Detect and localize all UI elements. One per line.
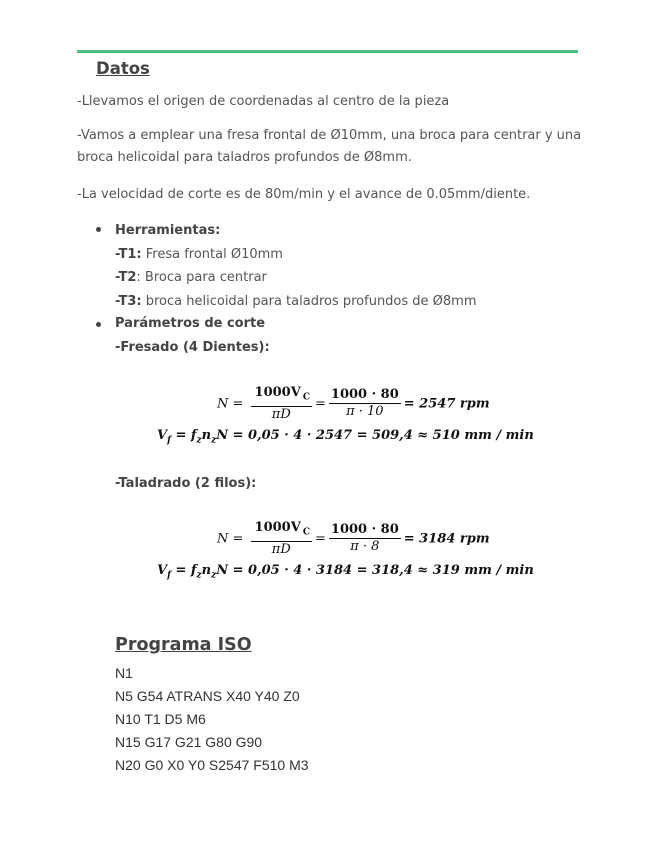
tool-item: -T1: Fresa frontal Ø10mm [115, 246, 283, 262]
code-line: N15 G17 G21 G80 G90 [115, 734, 263, 750]
cutting-heading: Parámetros de corte [115, 316, 266, 331]
section-title-iso: Programa ISO [115, 635, 252, 655]
section-title-datos: Datos [96, 59, 150, 78]
tool-item: -T3: broca helicoidal para taladros profundos de Ø8mm [115, 293, 477, 309]
code-line: N1 [115, 665, 133, 681]
iso-program-listing [115, 662, 309, 777]
tool-item: -T2: Broca para centrar [115, 270, 267, 285]
milling-label: -Fresado (4 Dientes): [115, 340, 270, 355]
drilling-rpm-equation: N = $\frac{1000V _C}{\pi D}$ = $\frac{1000 \cdot 80}{\pi \cdot 8}$ = 3184 rpm [217, 520, 490, 557]
bullet-icon [96, 227, 101, 232]
paragraph-tools-intro [77, 125, 581, 169]
milling-feed-equation: $V_f = f_zn_zN = 0,05 \cdot 4 \cdot 2547 = 509,4 \approx 510$ mm / min [157, 428, 534, 446]
header-rule [77, 50, 578, 53]
drilling-feed-equation: $V_f = f_zn_zN = 0,05 \cdot 4 \cdot 3184 = 318,4 \approx 319$ mm / min [157, 563, 534, 581]
milling-rpm-equation: N = $\frac{1000V _C}{\pi D}$ = $\frac{1000 \cdot 80}{\pi \cdot 10}$ = 2547 rpm [217, 385, 490, 422]
paragraph-origin: -Llevamos el origen de coordenadas al centro de la pieza [77, 94, 450, 109]
bullet-icon [96, 322, 101, 327]
paragraph-tools-line1: -Vamos a emplear una fresa frontal de Ø10mm, una broca para centrar y una [77, 128, 582, 143]
code-line: N5 G54 ATRANS X40 Y40 Z0 [115, 688, 300, 704]
paragraph-tools-line2: broca helicoidal para taladros profundos de Ø8mm. [77, 150, 412, 165]
tools-heading: Herramientas: [115, 223, 221, 238]
drilling-label: -Taladrado (2 filos): [115, 476, 257, 491]
paragraph-cutting-speed: -La velocidad de corte es de 80m/min y el avance de 0.05mm/diente. [77, 187, 531, 202]
tools-list [115, 219, 477, 313]
code-line: N10 T1 D5 M6 [115, 711, 206, 727]
code-line: N20 G0 X0 Y0 S2547 F510 M3 [115, 757, 309, 773]
